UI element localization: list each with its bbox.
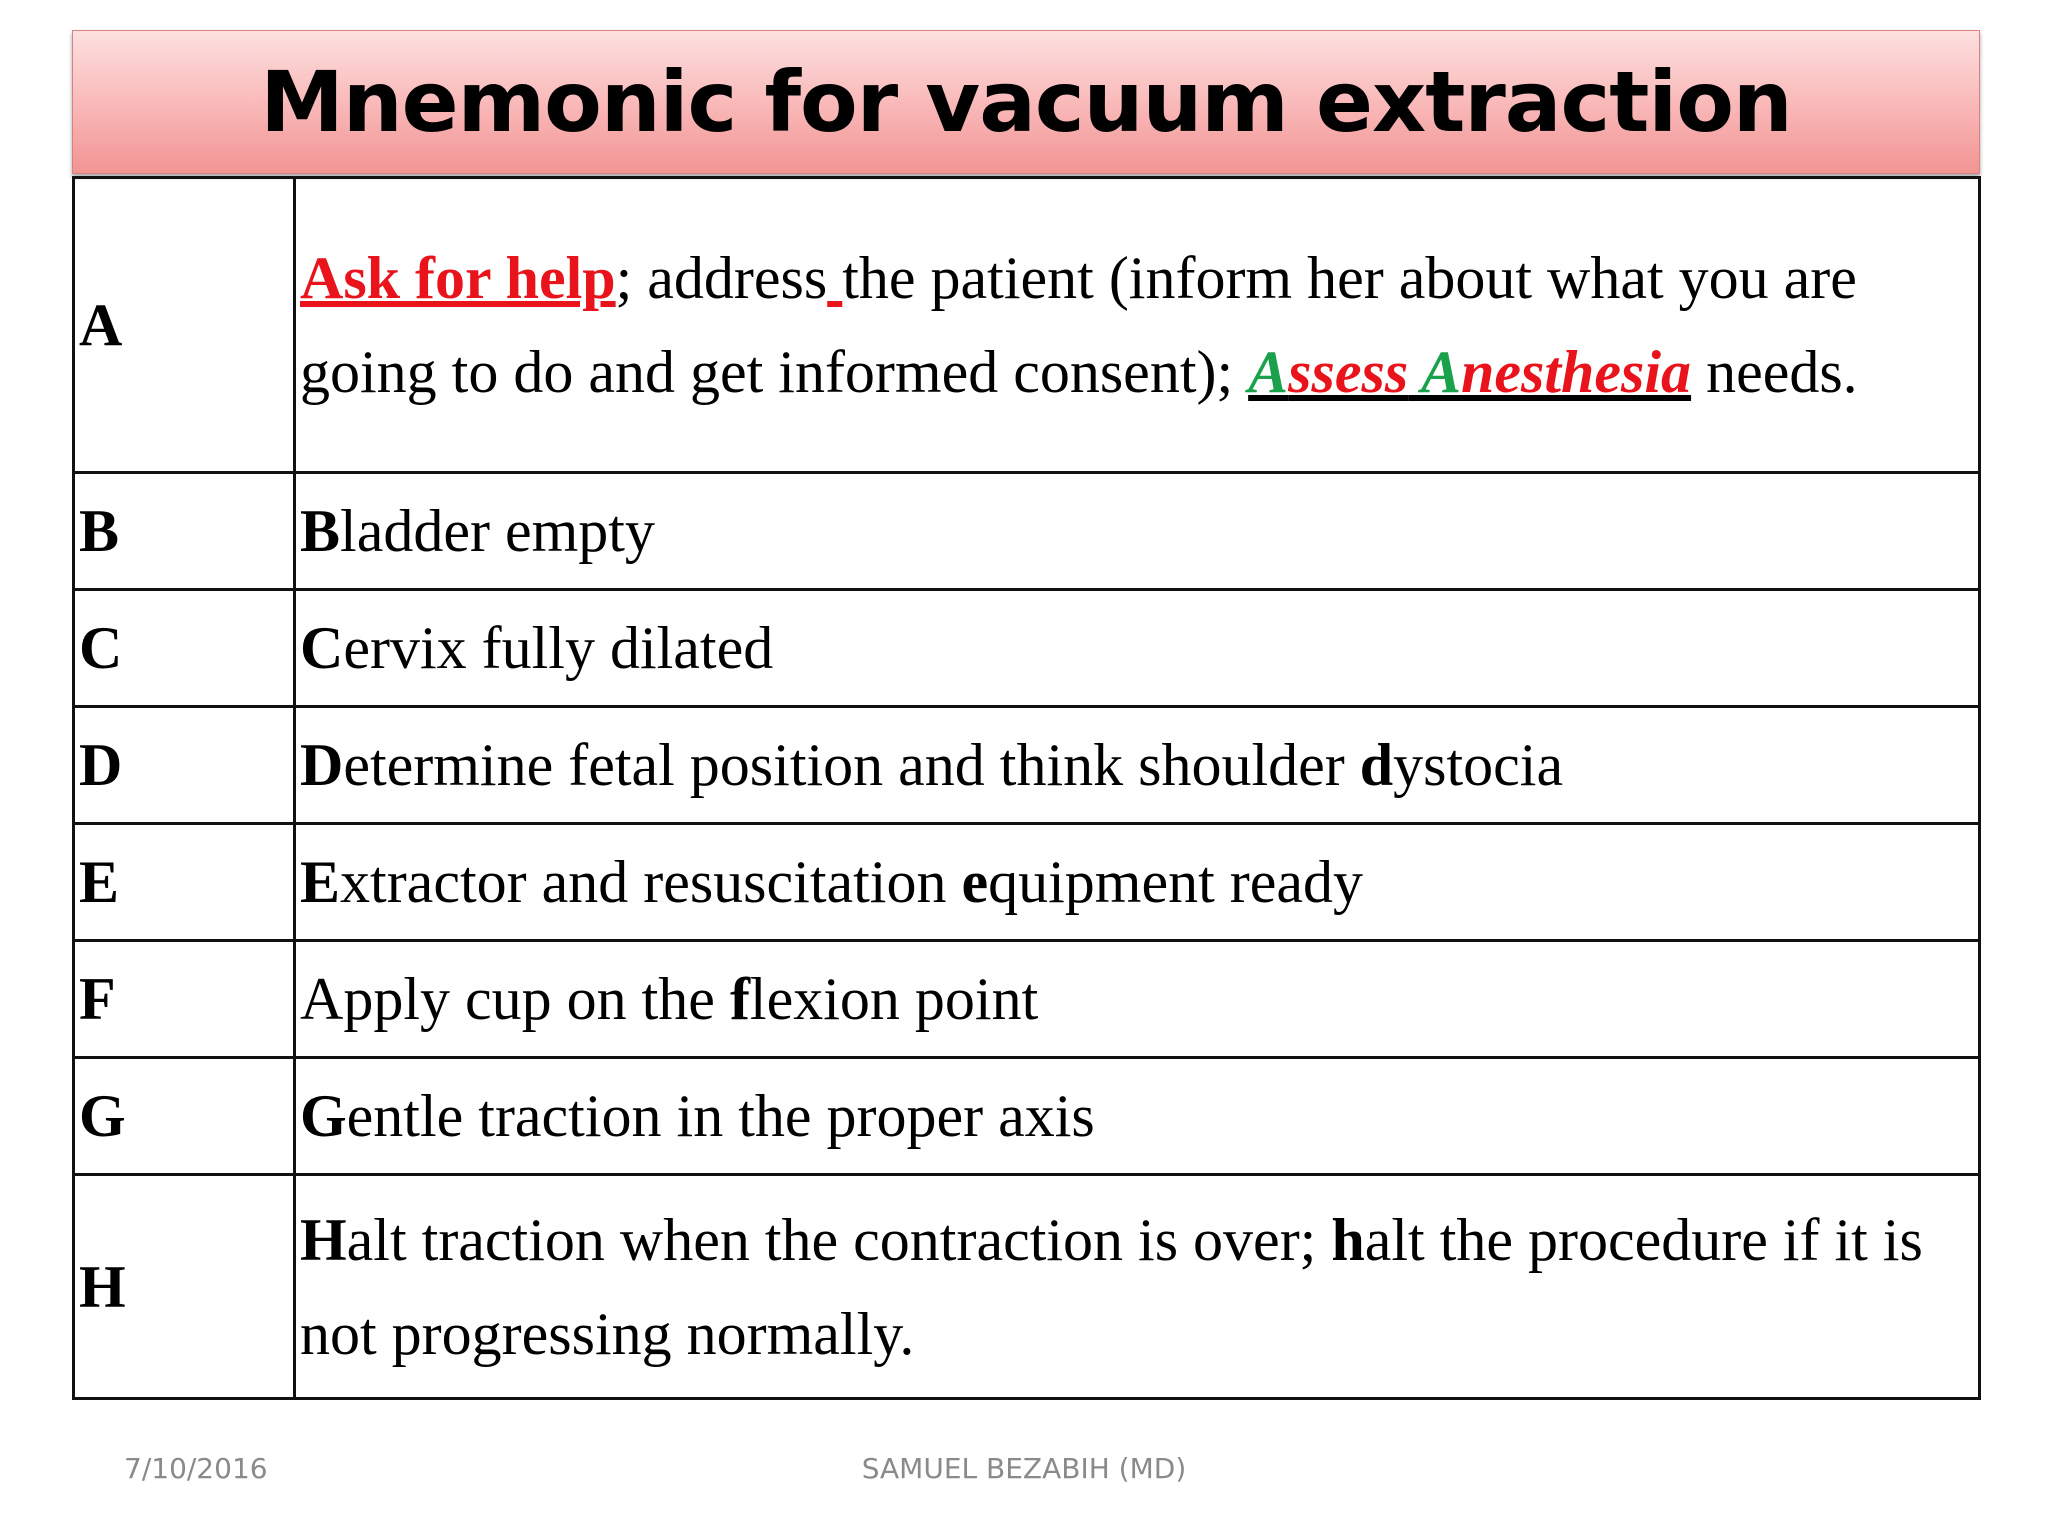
table-row-b — [74, 473, 1980, 590]
table-row-h — [74, 1175, 1980, 1399]
table-row-f — [74, 941, 1980, 1058]
row-description: Extractor and resuscitation equipment ready — [295, 824, 1980, 941]
row-description — [295, 178, 1980, 473]
table-row-g — [74, 1058, 1980, 1175]
footer-author: SAMUEL BEZABIH (MD) — [861, 1452, 1187, 1485]
row-text: needs. — [1691, 339, 1858, 405]
row-letter: C — [74, 590, 295, 707]
row-letter: G — [74, 1058, 295, 1175]
row-letter: H — [74, 1175, 295, 1399]
slide-title-bar — [72, 30, 1980, 174]
table-row-a — [74, 178, 1980, 473]
mnemonic-table — [72, 176, 1981, 1400]
row-description: Cervix fully dilated — [295, 590, 1980, 707]
row-description: Gentle traction in the proper axis — [295, 1058, 1980, 1175]
table-row-e — [74, 824, 1980, 941]
row-description: Apply cup on the flexion point — [295, 941, 1980, 1058]
row-letter: D — [74, 707, 295, 824]
ask-for-help-text: Ask for help — [300, 245, 616, 311]
row-description: Bladder empty — [295, 473, 1980, 590]
row-letter: B — [74, 473, 295, 590]
slide-title: Mnemonic for vacuum extraction — [260, 53, 1792, 151]
row-letter: A — [74, 178, 295, 473]
row-text: ; address — [615, 245, 828, 311]
row-letter: E — [74, 824, 295, 941]
row-description: Determine fetal position and think shoulder dystocia — [295, 707, 1980, 824]
underline-marker — [827, 245, 842, 311]
table-row-d — [74, 707, 1980, 824]
footer-date: 7/10/2016 — [124, 1452, 268, 1485]
row-description: Halt traction when the contraction is over; halt the procedure if it is not progressing normally. — [295, 1175, 1980, 1399]
row-text: the patient (inform her about what you are going to do and get informed consent); — [300, 245, 1857, 405]
table-row-c — [74, 590, 1980, 707]
assess-anesthesia-text: Assess Anesthesia — [1248, 339, 1692, 405]
row-letter: F — [74, 941, 295, 1058]
